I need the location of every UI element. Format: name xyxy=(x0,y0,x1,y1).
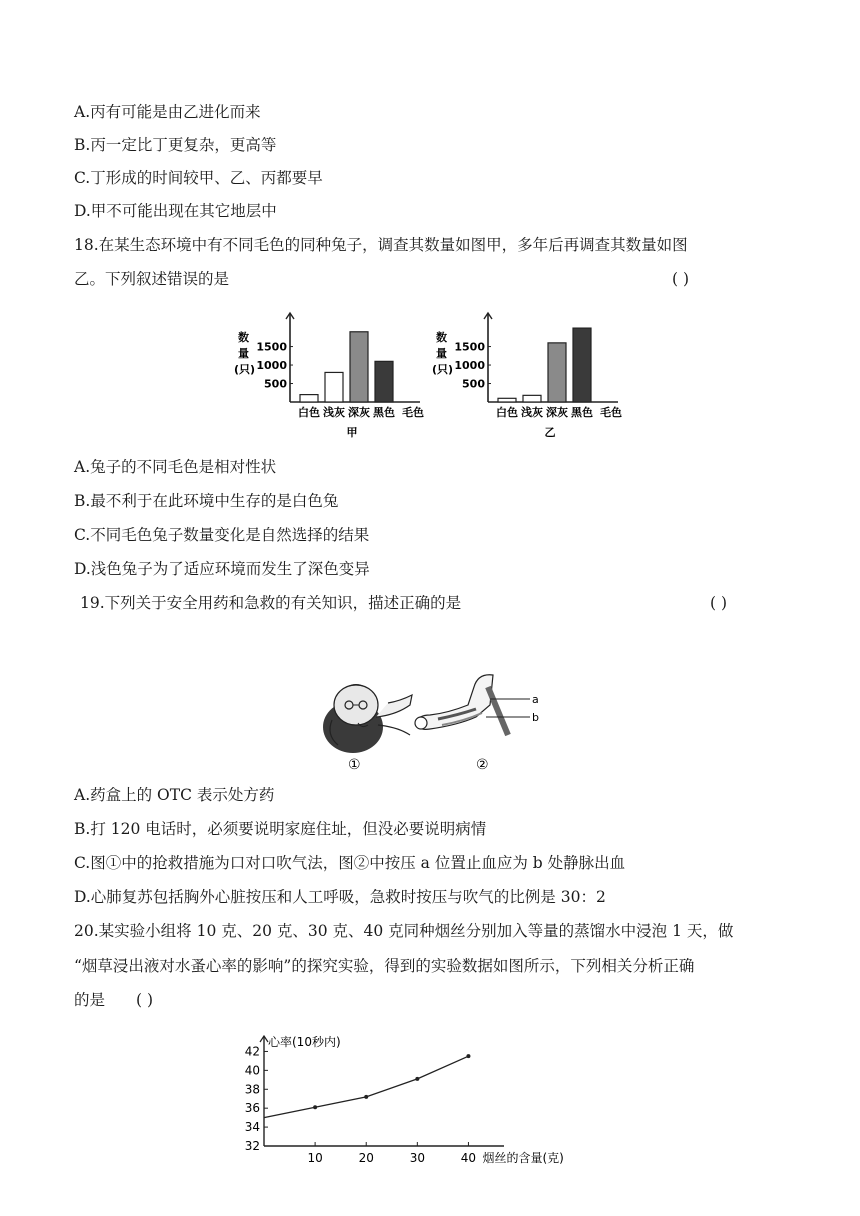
y-tick-label: 40 xyxy=(244,1063,260,1078)
data-point xyxy=(364,1095,368,1099)
q18-stem-line1: 18.在某生态环境中有不同毛色的同种兔子，调查其数量如图甲，多年后再调查其数量如图 xyxy=(74,236,688,254)
arm-bleeding-illustration xyxy=(415,675,539,735)
x-tick-label: 白色 xyxy=(496,406,518,419)
rabbit-bar-chart-jia xyxy=(228,305,438,445)
y-tick-label: 42 xyxy=(244,1044,260,1059)
q19-option-d: D.心肺复苏包括胸外心脏按压和人工呼吸，急救时按压与吹气的比例是 30：2 xyxy=(74,888,606,906)
q20-stem-line3: 的是 xyxy=(74,991,106,1009)
q18-stem-line2: 乙。下列叙述错误的是 xyxy=(74,270,230,288)
bar-浅灰 xyxy=(523,395,541,402)
chart-title: 甲 xyxy=(346,426,358,439)
y-tick-label: 36 xyxy=(244,1101,260,1116)
point-a-label: a xyxy=(532,693,539,706)
x-tick-label: 白色 xyxy=(298,406,320,419)
x-tick-label: 深灰 xyxy=(348,406,370,419)
q19-answer-paren: ( ) xyxy=(710,594,728,612)
first-aid-figures xyxy=(318,665,558,775)
q18-option-d: D.浅色兔子为了适应环境而发生了深色变异 xyxy=(74,560,370,578)
x-tick-label: 浅灰 xyxy=(521,406,543,419)
heart-rate-line-chart xyxy=(228,1028,564,1178)
y-tick-label: 1000 xyxy=(454,359,485,373)
y-tick-label: 34 xyxy=(244,1120,260,1135)
y-tick-label: 1500 xyxy=(454,340,485,354)
y-tick-label: 1500 xyxy=(256,340,287,354)
x-axis-label: 烟丝的含量(克) xyxy=(482,1151,564,1165)
y-tick-label: 38 xyxy=(244,1082,260,1097)
y-tick-label: 32 xyxy=(244,1139,260,1153)
y-axis-label-1: 数 xyxy=(238,331,249,344)
x-axis-label: 毛色 xyxy=(600,406,622,419)
q20-stem-line1: 20.某实验小组将 10 克、20 克、30 克、40 克同种烟丝分别加入等量的蒸馏水中浸泡 1 天，做 xyxy=(74,922,734,940)
y-tick-label: 1000 xyxy=(256,359,287,373)
bar-白色 xyxy=(300,395,318,402)
y-axis-label-2: 量 xyxy=(436,347,447,360)
bar-深灰 xyxy=(350,332,368,402)
x-axis-label: 毛色 xyxy=(402,406,424,419)
q18-option-b: B.最不利于在此环境中生存的是白色兔 xyxy=(74,492,339,510)
q18-answer-paren: ( ) xyxy=(672,270,690,288)
rabbit-bar-chart-yi xyxy=(432,305,632,445)
x-tick-label: 10 xyxy=(307,1151,323,1165)
bar-黑色 xyxy=(573,328,591,402)
q18-option-a: A.兔子的不同毛色是相对性状 xyxy=(74,458,277,476)
x-tick-label: 黑色 xyxy=(373,406,395,419)
q19-stem: 19.下列关于安全用药和急救的有关知识，描述正确的是 xyxy=(80,594,462,612)
q17-option-d: D.甲不可能出现在其它地层中 xyxy=(74,202,277,220)
q20-answer-paren: ( ) xyxy=(136,991,154,1009)
q17-option-b: B.丙一定比丁更复杂，更高等 xyxy=(74,136,277,154)
heart-rate-line xyxy=(264,1056,468,1117)
data-point xyxy=(415,1077,419,1081)
y-axis-label: 心率(10秒内) xyxy=(268,1035,341,1049)
y-axis-label-3: (只) xyxy=(234,363,256,376)
x-tick-label: 黑色 xyxy=(571,406,593,419)
q18-option-c: C.不同毛色兔子数量变化是自然选择的结果 xyxy=(74,526,370,544)
figure-2-label: ② xyxy=(476,757,489,773)
figure-1-label: ① xyxy=(348,757,361,773)
q17-option-a: A.丙有可能是由乙进化而来 xyxy=(74,103,261,121)
bar-深灰 xyxy=(548,343,566,402)
y-axis-label-2: 量 xyxy=(238,347,249,360)
mouth-to-mouth-illustration xyxy=(323,684,412,753)
bar-白色 xyxy=(498,398,516,402)
q19-option-c: C.图①中的抢救措施为口对口吹气法，图②中按压 a 位置止血应为 b 处静脉出血 xyxy=(74,854,626,872)
bar-黑色 xyxy=(375,361,393,402)
y-axis-label-3: (只) xyxy=(432,363,454,376)
q19-option-b: B.打 120 电话时，必须要说明家庭住址，但没必要说明病情 xyxy=(74,820,487,838)
y-tick-label: 500 xyxy=(264,377,287,391)
data-point xyxy=(313,1105,317,1109)
x-tick-label: 深灰 xyxy=(546,406,568,419)
y-axis-label-1: 数 xyxy=(436,331,447,344)
q17-option-c: C.丁形成的时间较甲、乙、丙都要早 xyxy=(74,169,323,187)
x-tick-label: 浅灰 xyxy=(323,406,345,419)
x-tick-label: 30 xyxy=(409,1151,425,1165)
bar-浅灰 xyxy=(325,372,343,402)
x-tick-label: 40 xyxy=(460,1151,477,1165)
data-point xyxy=(466,1054,470,1058)
q19-option-a: A.药盒上的 OTC 表示处方药 xyxy=(74,786,275,804)
y-tick-label: 500 xyxy=(462,377,485,391)
q20-stem-line2: “烟草浸出液对水蚤心率的影响”的探究实验，得到的实验数据如图所示，下列相关分析正确 xyxy=(74,957,695,975)
point-b-label: b xyxy=(532,711,539,724)
x-tick-label: 20 xyxy=(358,1151,374,1165)
chart-title: 乙 xyxy=(544,426,556,439)
